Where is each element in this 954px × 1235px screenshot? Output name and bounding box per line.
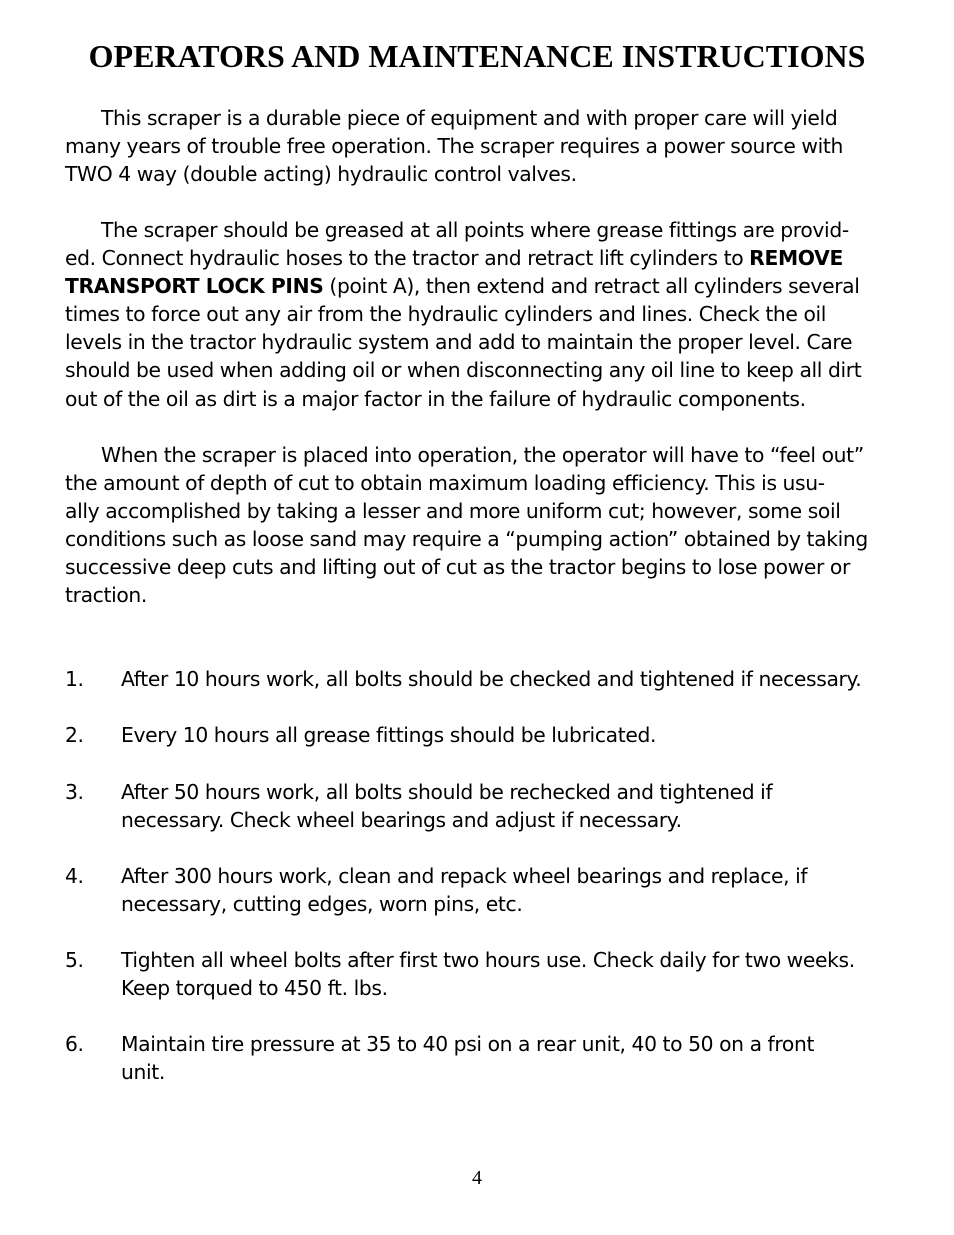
list-item-number: 5. [65,948,84,972]
greasing-paragraph-text-end: (point A), then extend and retract all cylinders several times to force out any air from the hydraulic cylinders and lines. Check the oil levels in the tractor hydraulic system and add to maintain the proper level. Care should be used when adding oil or when disconnecting any oil line to keep all dirt out of the oil as dirt is a major factor in the failure of hydraulic components. [65,274,862,411]
list-item-number: 3. [65,780,84,804]
list-item-number: 2. [65,723,84,747]
list-item-text: Every 10 hours all grease fittings should be lubricated. [121,723,657,747]
list-item-text: After 50 hours work, all bolts should be rechecked and tightened if necessary. Check wheel bearings and adjust if necessary. [121,780,773,833]
list-item-text: Tighten all wheel bolts after first two hours use. Check daily for two weeks. Keep torqued to 450 ft. lbs. [121,948,855,1001]
transport-lock-pins-emphasis: REMOVE TRANSPORT LOCK PINS [65,246,843,299]
list-item-number: 6. [65,1032,84,1056]
list-item-text: After 300 hours work, clean and repack wheel bearings and replace, if necessary, cutting edges, worn pins, etc. [121,864,808,917]
page-number: 4 [472,1167,482,1189]
intro-paragraph-text: This scraper is a durable piece of equipment and with proper care will yield many years of trouble free operation. The scraper requires a power source with TWO 4 way (double acting) hydraulic control valves. [65,106,844,187]
list-item-number: 4. [65,864,84,888]
list-item-text: After 10 hours work, all bolts should be checked and tightened if necessary. [121,667,862,691]
list-item-text: Maintain tire pressure at 35 to 40 psi on a rear unit, 40 to 50 on a front unit. [121,1032,815,1085]
greasing-paragraph [65,216,915,413]
greasing-paragraph-text-start: The scraper should be greased at all points where grease fittings are provid- ed. Connect hydraulic hoses to the tractor and retract lift cylinders to [65,218,849,271]
list-item-number: 1. [65,667,84,691]
operation-paragraph [65,441,915,610]
operation-paragraph-text: When the scraper is placed into operation, the operator will have to “feel out” the amount of depth of cut to obtain maximum loading efficiency. This is usu- ally accomplished by taking a lesser and more uniform cut; however, some soil conditions such as loose sand may require a “pumping action” obtained by taking successive deep cuts and lifting out of cut as the tractor begins to lose power or traction. [65,443,868,608]
intro-paragraph [65,104,915,188]
page-title: OPERATORS AND MAINTENANCE INSTRUCTIONS [88,38,866,74]
